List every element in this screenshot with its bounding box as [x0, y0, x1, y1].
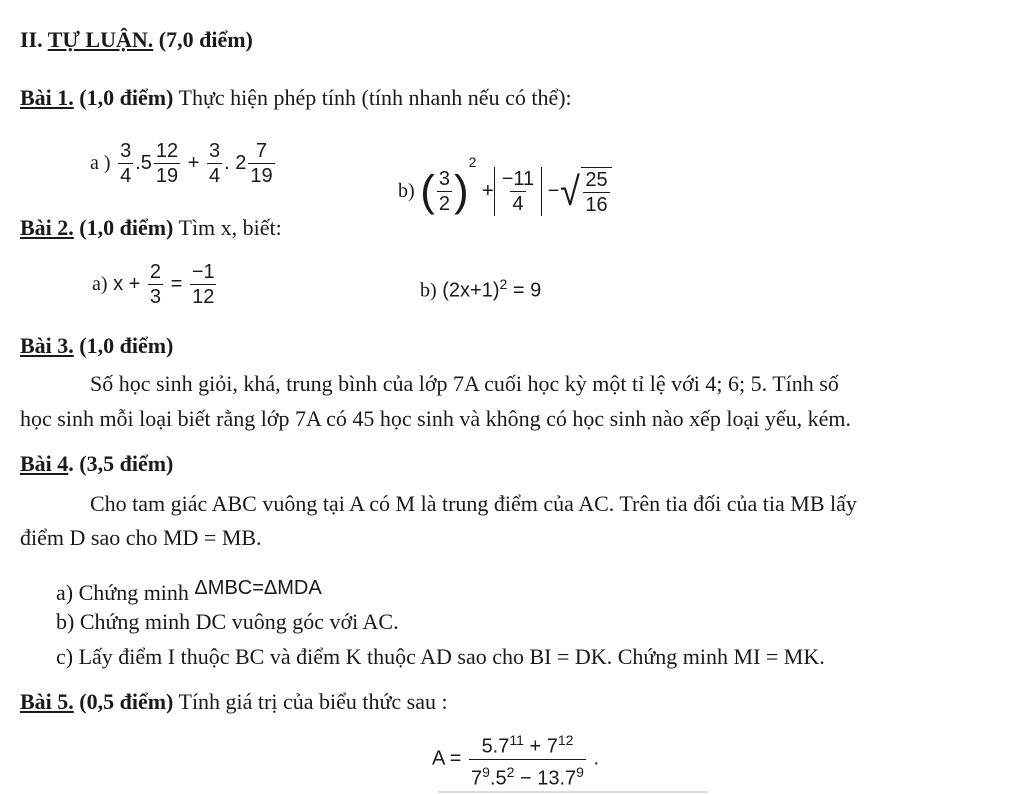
bai4-line2: điểm D sao cho MD = MB. [20, 525, 262, 550]
bai4-heading [20, 450, 173, 478]
bai3-line1: Số học sinh giỏi, khá, trung bình của lớp 7A cuối học kỳ một tỉ lệ với 4; 6; 5. Tính số [90, 371, 839, 396]
bai1-label: Bài 1. [20, 85, 74, 110]
bai3-heading [20, 332, 173, 360]
section-prefix: II. [20, 27, 43, 52]
bai2-a-expression: a) x + $\frac{2}{3}$ = $\frac{-1}{12}$ [92, 261, 215, 309]
bai4-label: Bài 4 [20, 451, 69, 476]
bai1-text: Thực hiện phép tính (tính nhanh nếu có thể): [178, 85, 572, 110]
frac-minus1-12: $\frac{-1}{12}$ [191, 261, 215, 309]
bai4-line1: Cho tam giác ABC vuông tại A có M là trung điểm của AC. Trên tia đối của tia MB lấy [90, 491, 857, 516]
bai1-a-expression: a ) $\frac{3}{4}$ .5 $\frac{12}{19}$ + $\frac{3}{4}$ . 2 $\frac{7}{19}$ [90, 140, 273, 188]
bai5-label: Bài 5. [20, 689, 74, 714]
frac-3-4-b: $\frac{3}{4}$ [208, 140, 221, 188]
bai1-heading [20, 84, 572, 112]
bai1-b-label: b) [398, 180, 415, 202]
bai2-a-label: a) [92, 273, 108, 295]
frac-7-19: $\frac{7}{19}$ [250, 140, 273, 188]
bai5-expression: A = $\frac{5.7^{11} + 7^{12}}{7^9.5^2 - 13.7^9}$ . [432, 728, 599, 788]
frac-3-4: $\frac{3}{4}$ [120, 140, 132, 188]
bai5-text: Tính giá trị của biểu thức sau : [178, 689, 448, 714]
frac-12-19: $\frac{12}{19}$ [155, 140, 179, 188]
bai3-points: (1,0 điểm) [79, 333, 174, 358]
bai2-b-exponent: 2 [499, 276, 508, 292]
bai4-points: . (3,5 điểm) [68, 451, 174, 476]
abs-value: $\frac{-11}{4}$ [494, 167, 542, 216]
frac-3-2: $\frac{3}{2}$ [438, 168, 451, 216]
bai5-fraction: $\frac{5.7^{11} + 7^{12}}{7^9.5^2 - 13.7^9}$ [471, 732, 584, 790]
bai2-b-rhs: = 9 [512, 279, 542, 302]
bai5-heading [20, 688, 448, 716]
bai2-label: Bài 2. [20, 215, 74, 240]
bai4-a-text: a) Chứng minh [56, 580, 189, 605]
section-title: TỰ LUẬN. [47, 27, 154, 52]
bai2-points: (1,0 điểm) [79, 215, 174, 240]
bai4-c: c) Lấy điểm I thuộc BC và điểm K thuộc AD sao cho BI = DK. Chứng minh MI = MK. [56, 644, 825, 669]
bai3-line2: học sinh mỗi loại biết rằng lớp 7A có 45 học sinh và không có học sinh nào xếp loại yếu, kém. [20, 406, 851, 431]
sqrt-25-16: √ $\frac{25}{16}$ [559, 167, 611, 217]
bai2-heading [20, 214, 282, 242]
bai3-label: Bài 3. [20, 333, 74, 358]
section-points: (7,0 điểm) [158, 27, 253, 52]
bai4-b: b) Chứng minh DC vuông góc với AC. [56, 609, 399, 634]
bai2-b-expr: (2x+1) [442, 279, 500, 302]
bai2-b-expression [420, 270, 541, 305]
bottom-rule [438, 791, 708, 793]
bai2-b-label: b) [420, 279, 437, 302]
section-heading [20, 26, 253, 54]
bai4-a-math: ΔMBC=ΔMDA [194, 577, 322, 599]
bai4-a [56, 574, 322, 607]
bai1-points: (1,0 điểm) [79, 85, 174, 110]
bai1-a-label: a ) [90, 152, 111, 174]
bai5-points: (0,5 điểm) [79, 689, 174, 714]
bai2-text: Tìm x, biết: [178, 215, 282, 240]
bai1-b-expression: b) ( $\frac{3}{2}$ )$^2$ + $\frac{-11}{4}$ − √ $\frac{25}{16}$ [398, 132, 612, 192]
frac-2-3: $\frac{2}{3}$ [149, 261, 162, 309]
